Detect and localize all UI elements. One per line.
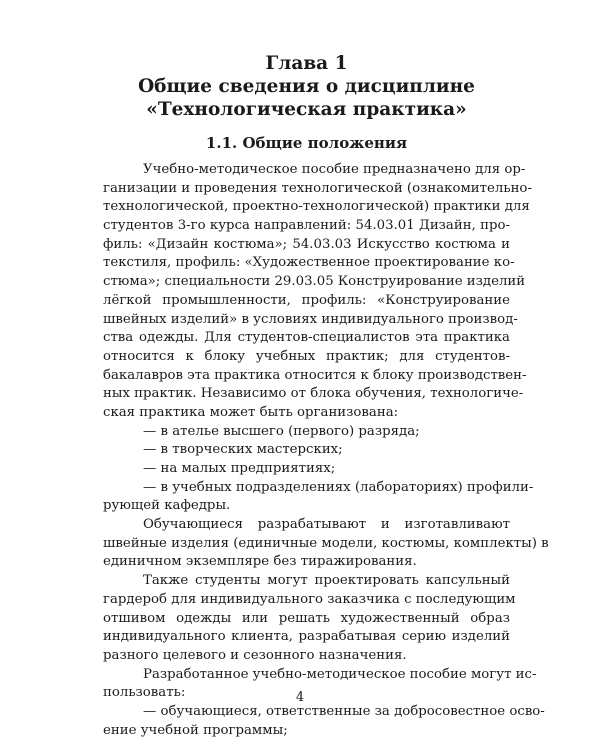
text-line: относится к блоку учебных практик; для студентов- — [103, 348, 510, 364]
text-line: швейные изделия (единичные модели, костюмы, комплекты) в — [103, 535, 549, 551]
section-heading: 1.1. Общие положения — [205, 134, 408, 152]
text-line: — в учебных подразделениях (лабораториях) профили- — [143, 479, 534, 495]
text-line: ская практика может быть организована: — [103, 404, 399, 420]
chapter-title-line-1: Общие сведения о дисциплине — [138, 76, 475, 97]
text-line: индивидуального клиента, разрабатывая серию изделий — [103, 629, 510, 645]
text-line: единичном экземпляре без тиражирования. — [103, 554, 417, 570]
text-line: бакалавров эта практика относится к блоку производствен- — [103, 367, 527, 383]
text-line: технологической, проектно-технологической) практики для — [103, 199, 530, 215]
chapter-title-line-2: «Технологическая практика» — [146, 99, 467, 120]
text-line: пользовать: — [103, 685, 186, 701]
text-line: стюма»; специальности 29.03.05 Конструирование изделий — [103, 274, 526, 290]
text-line: гардероб для индивидуального заказчика с последующим — [103, 591, 516, 607]
text-line: ганизации и проведения технологической (ознакомительно- — [103, 180, 532, 196]
text-line: швейных изделий» в условиях индивидуального производ- — [103, 311, 518, 327]
text-line: — в ателье высшего (первого) разряда; — [143, 423, 420, 439]
chapter-heading — [103, 52, 510, 121]
page-content — [103, 52, 549, 740]
text-line: студентов 3-го курса направлений: 54.03.01 Дизайн, про- — [103, 218, 510, 234]
text-line: ение учебной программы; — [103, 722, 288, 738]
chapter-number: Глава 1 — [265, 53, 348, 74]
text-line: разного целевого и сезонного назначения. — [103, 647, 407, 663]
text-line: лёгкой промышленности, профиль: «Конструирование — [103, 292, 510, 308]
text-line: Учебно-методическое пособие предназначено для ор- — [143, 162, 526, 177]
text-line: ства одежды. Для студентов-специалистов эта практика — [103, 330, 510, 346]
page-number: 4 — [295, 690, 305, 705]
text-line: ных практик. Независимо от блока обучения, технологиче- — [103, 386, 524, 402]
text-line: рующей кафедры. — [103, 498, 231, 514]
text-line: — обучающиеся, ответственные за добросовестное осво- — [143, 703, 545, 719]
text-line: Также студенты могут проектировать капсульный — [143, 573, 510, 589]
text-line: филь: «Дизайн костюма»; 54.03.03 Искусство костюма и — [103, 236, 510, 252]
text-line: текстиля, профиль: «Художественное проектирование ко- — [103, 255, 515, 271]
text-line: Обучающиеся разрабатывают и изготавливают — [143, 517, 510, 533]
text-line: отшивом одежды или решать художественный образ — [103, 610, 510, 626]
text-line: Разработанное учебно-методическое пособие могут ис- — [143, 666, 537, 682]
body-text — [103, 161, 549, 740]
text-line: — в творческих мастерских; — [143, 442, 343, 458]
text-line: — на малых предприятиях; — [143, 461, 336, 476]
